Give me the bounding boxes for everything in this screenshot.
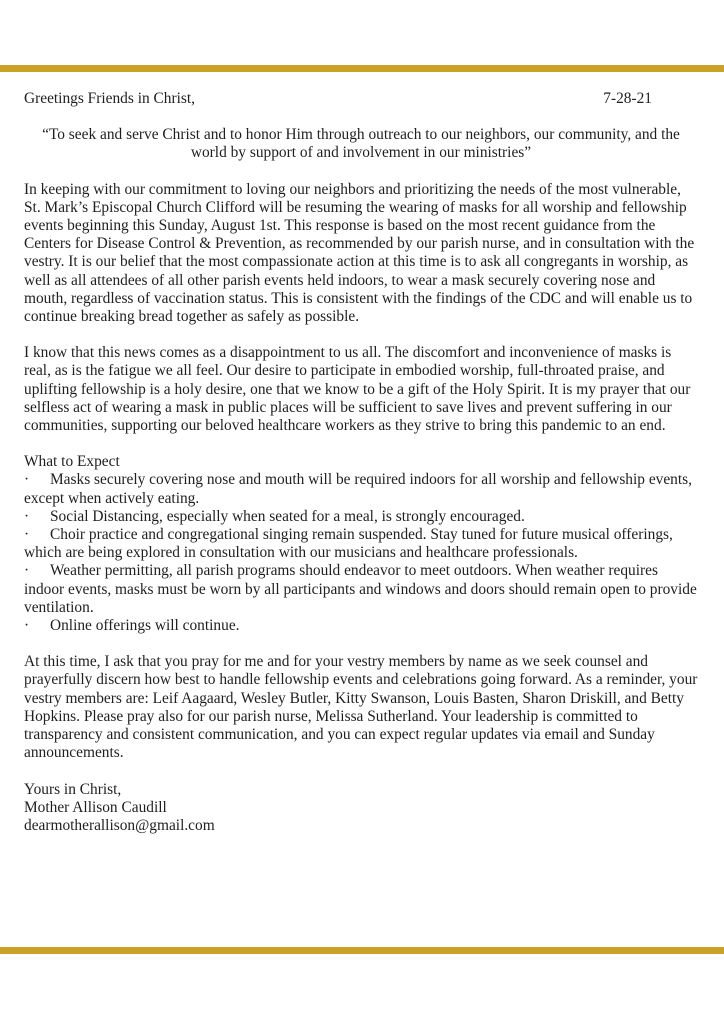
bullet-mark: · xyxy=(24,526,30,544)
paragraph-disappointment: I know that this news comes as a disappointment to us all. The discomfort and inconvenience of masks is real, as is the fatigue we all feel. Our desire to participate in embodied worship, full-throated praise, and uplifting fellowship is a holy desire, one that we know to be a gift of the Holy Spirit. It is my prayer that our selfless act of wearing a mask in public places will be sufficient to save lives and prevent suffering in our communities, supporting our beloved healthcare workers as they strive to bring this pandemic to an end. xyxy=(24,344,691,435)
header-row xyxy=(24,90,698,108)
greeting: Greetings Friends in Christ, xyxy=(24,90,195,107)
list-item-text: Online offerings will continue. xyxy=(50,617,240,635)
list-item xyxy=(24,562,698,617)
signer-email: dearmotherallison@gmail.com xyxy=(24,816,215,834)
list-item xyxy=(24,508,698,526)
bullet-mark: · xyxy=(24,471,30,489)
paragraph-masks-announcement: In keeping with our commitment to loving our neighbors and prioritizing the needs of the most vulnerable, St. Mark’s Episcopal Church Clifford will be resuming the wearing of masks for all worship and fellowship events beginning this Sunday, August 1st. This response is based on the most recent guidance from the Centers for Disease Control & Prevention, as recommended by our parish nurse, and in consultation with the vestry. It is our belief that the most compassionate action at this time is to ask all congregants in worship, as well as all attendees of all other parish events held indoors, to wear a mask securely covering nose and mouth, regardless of vaccination status. This is consistent with the findings of the CDC and will enable us to continue breaking bread together as safely as possible. xyxy=(24,180,695,326)
top-gold-rule xyxy=(0,65,724,72)
closing: Yours in Christ, xyxy=(24,780,122,798)
bottom-gold-rule xyxy=(0,947,724,954)
expect-list xyxy=(24,471,698,635)
letter-body xyxy=(24,90,698,835)
mission-statement: “To seek and serve Christ and to honor Him through outreach to our neighbors, our community, and the world by support of and involvement in our ministries” xyxy=(42,126,680,162)
list-item-text: Social Distancing, especially when seated for a meal, is strongly encouraged. xyxy=(50,507,525,525)
list-item-text: Masks securely covering nose and mouth will be required indoors for all worship and fellowship events, except when actively eating. xyxy=(24,471,692,507)
paragraph-prayer-request: At this time, I ask that you pray for me and for your vestry members by name as we seek counsel and prayerfully discern how best to handle fellowship events and celebrations going forward. As a reminder, your vestry members are: Leif Aagaard, Wesley Butler, Kitty Swanson, Louis Basten, Sharon Driskill, and Betty Hopkins. Please pray also for our parish nurse, Melissa Sutherland. Your leadership is committed to transparency and consistent communication, and you can expect regular updates via email and Sunday announcements. xyxy=(24,653,698,762)
signer-name: Mother Allison Caudill xyxy=(24,798,167,816)
bullet-mark: · xyxy=(24,562,30,580)
list-item xyxy=(24,617,698,635)
expect-heading: What to Expect xyxy=(24,453,120,471)
list-item xyxy=(24,526,698,562)
bullet-mark: · xyxy=(24,507,30,525)
bullet-mark: · xyxy=(24,617,30,635)
letter-date: 7-28-21 xyxy=(603,90,652,107)
list-item-text: Weather permitting, all parish programs should endeavor to meet outdoors. When weather requires indoor events, masks must be worn by all participants and windows and doors should remain open to provide ventilation. xyxy=(24,562,697,616)
signature-block xyxy=(24,781,698,836)
list-item xyxy=(24,471,698,507)
list-item-text: Choir practice and congregational singing remain suspended. Stay tuned for future musical offerings, which are being explored in consultation with our musicians and healthcare professionals. xyxy=(24,526,673,562)
